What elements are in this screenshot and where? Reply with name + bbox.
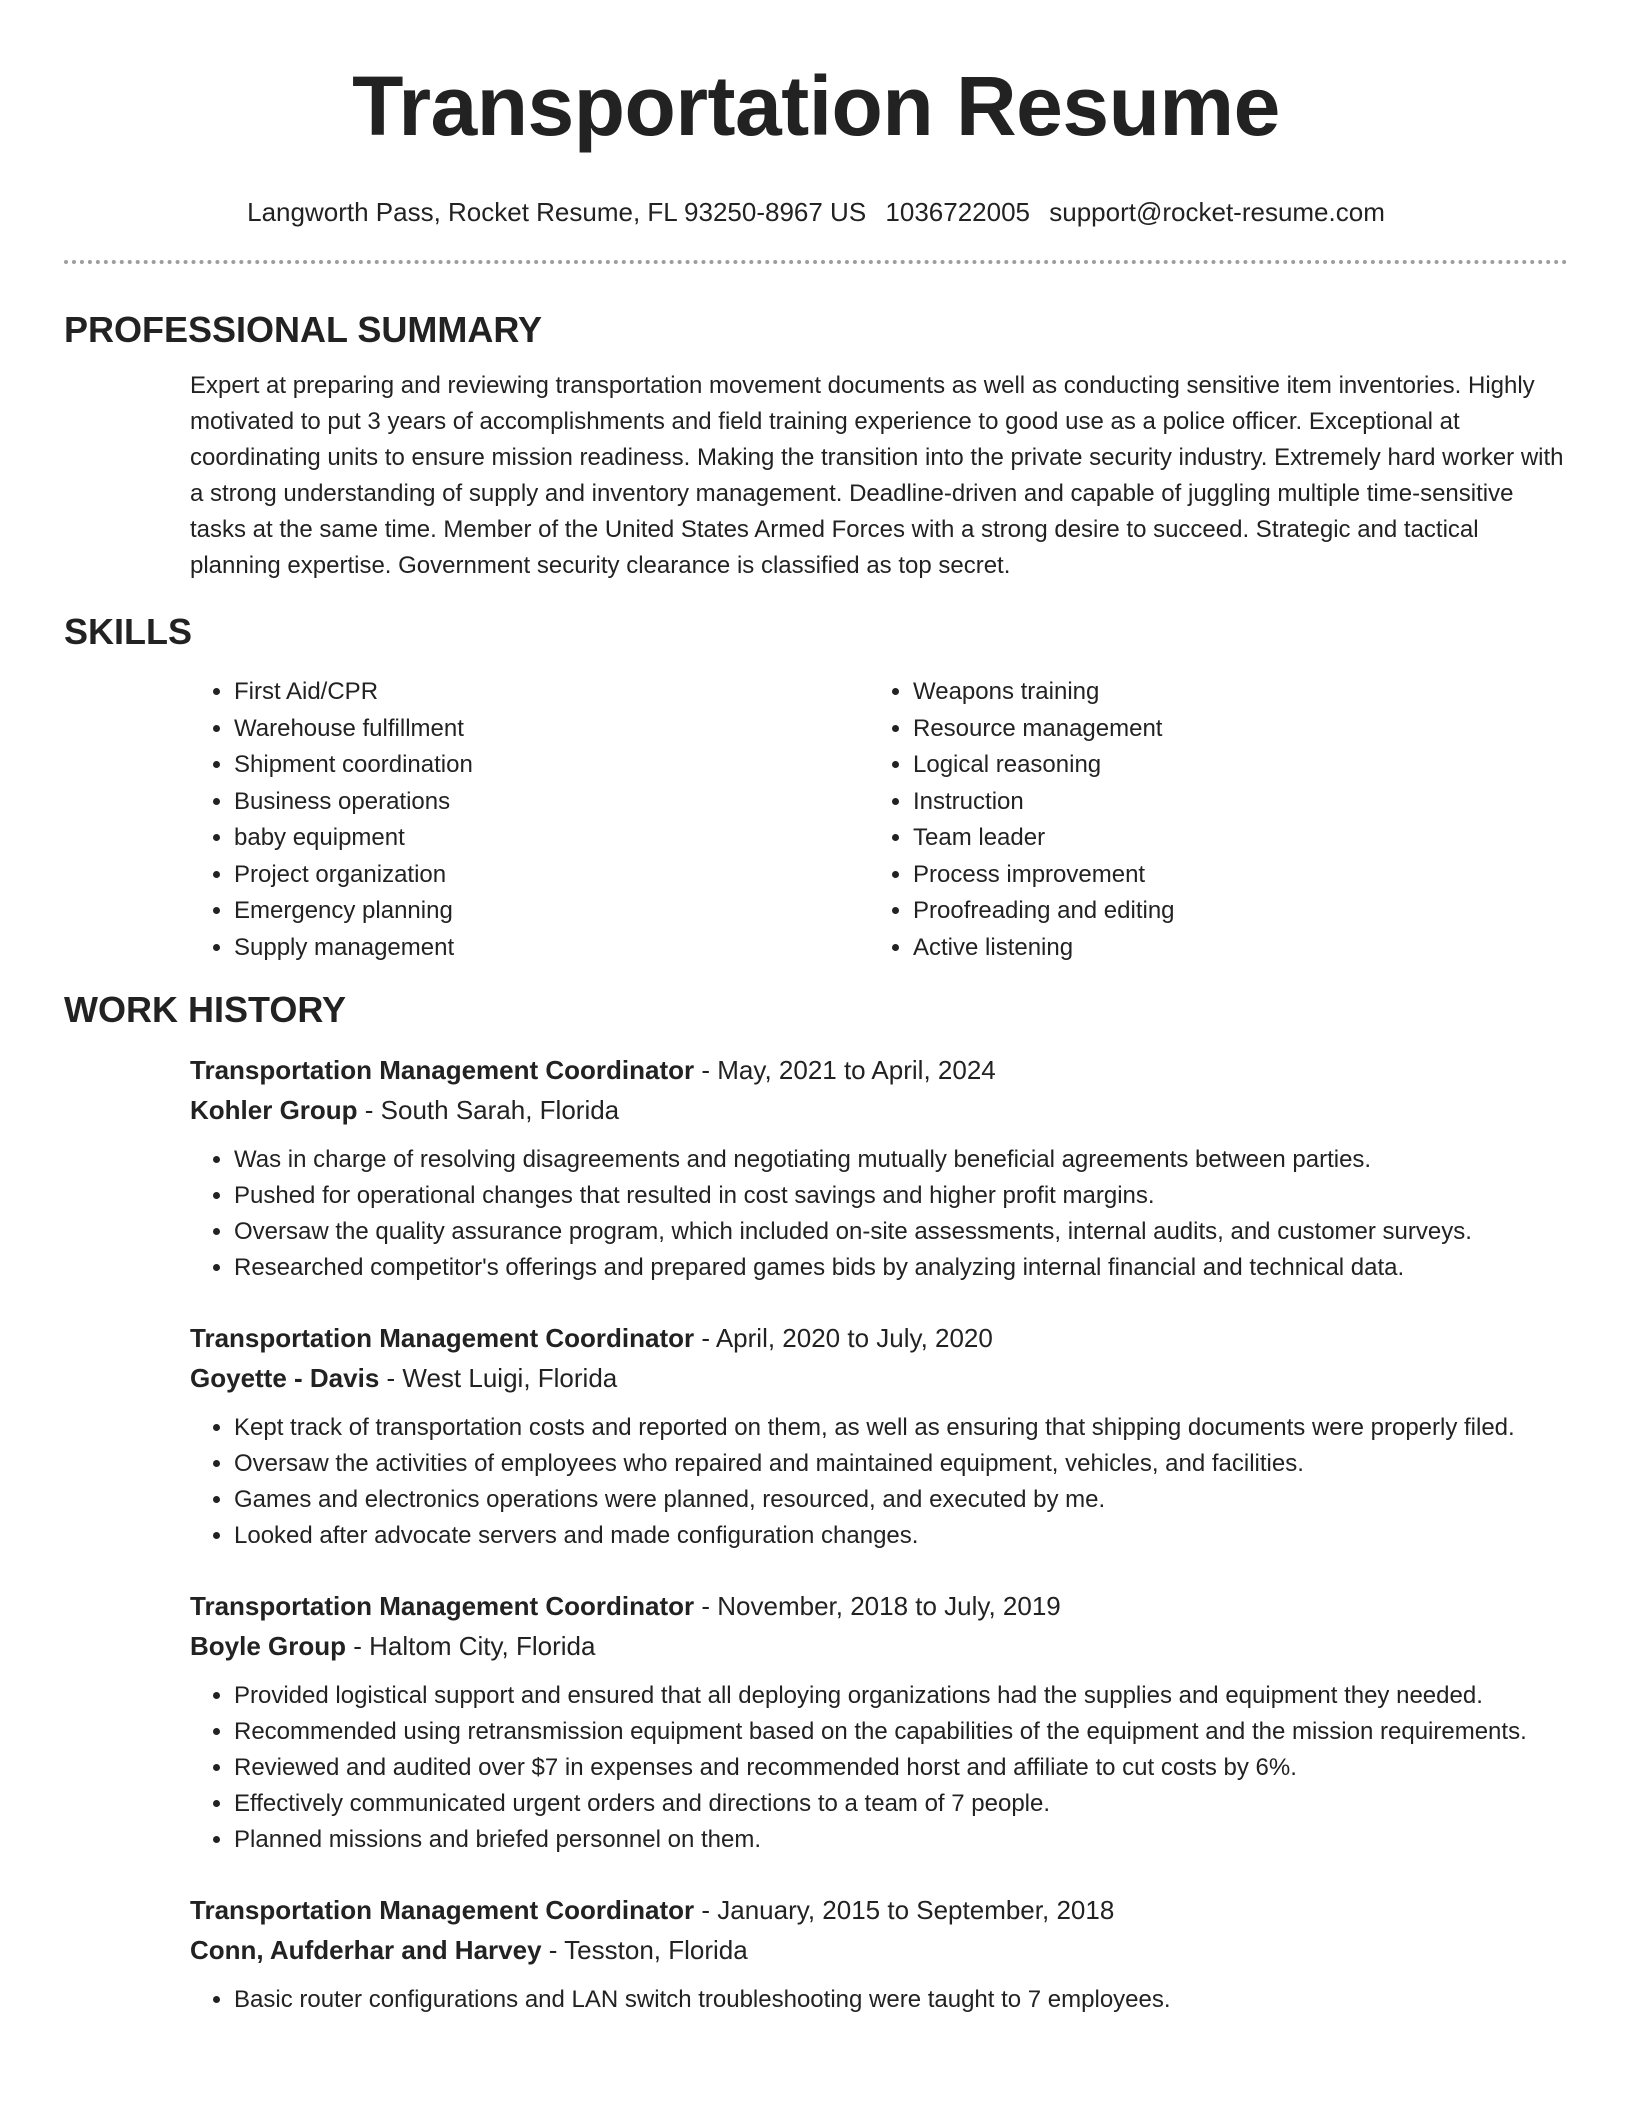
skill-item: • Weapons training [913, 674, 1548, 711]
job-location: - Tesston, Florida [541, 1935, 748, 1965]
job-bullet: • Oversaw the activities of employees who repaired and maintained equipment, vehicles, and facilities. [234, 1446, 1568, 1482]
job-entry [190, 1318, 1568, 1554]
job-title: Transportation Management Coordinator [190, 1591, 695, 1621]
skill-item: • Process improvement [913, 857, 1548, 894]
skill-item: • Team leader [913, 820, 1548, 857]
skill-item: • Active listening [913, 930, 1548, 967]
job-title: Transportation Management Coordinator [190, 1323, 695, 1353]
skill-item: • baby equipment [234, 820, 869, 857]
job-bullet: • Recommended using retransmission equipment based on the capabilities of the equipment and the mission requirements. [234, 1714, 1568, 1750]
skill-item: • Business operations [234, 784, 869, 821]
job-bullet: • Effectively communicated urgent orders and directions to a team of 7 people. [234, 1786, 1568, 1822]
job-location: - South Sarah, Florida [357, 1095, 620, 1125]
job-entry [190, 1890, 1568, 2018]
skill-item: • Proofreading and editing [913, 893, 1548, 930]
summary-heading: PROFESSIONAL SUMMARY [64, 309, 543, 350]
contact-line [64, 196, 1568, 228]
resume-title: Transportation Resume [352, 59, 1280, 153]
header-divider [64, 260, 1568, 264]
work-history-list [190, 1050, 1568, 2018]
work-history-heading: WORK HISTORY [64, 989, 347, 1030]
job-company-line [190, 1358, 1568, 1398]
job-bullet: • Oversaw the quality assurance program, which included on-site assessments, internal audits, and customer surveys. [234, 1214, 1568, 1250]
job-dates: - January, 2015 to September, 2018 [694, 1895, 1115, 1925]
skill-item: • Shipment coordination [234, 747, 869, 784]
skill-item: • Emergency planning [234, 893, 869, 930]
job-bullet: • Provided logistical support and ensured that all deploying organizations had the supplies and equipment they needed. [234, 1678, 1568, 1714]
skills-column-right [869, 674, 1548, 966]
job-bullet: • Looked after advocate servers and made configuration changes. [234, 1518, 1568, 1554]
skill-item: • Resource management [913, 711, 1548, 748]
contact-phone: 1036722005 [885, 197, 1031, 227]
job-entry [190, 1586, 1568, 1858]
job-title-line [190, 1890, 1568, 1930]
skill-item: • Instruction [913, 784, 1548, 821]
job-bullet: • Basic router configurations and LAN switch troubleshooting were taught to 7 employees. [234, 1982, 1568, 2018]
job-dates: - November, 2018 to July, 2019 [694, 1591, 1061, 1621]
contact-email: support@rocket-resume.com [1049, 197, 1385, 227]
job-title-line [190, 1050, 1568, 1090]
skills-column-left [190, 674, 869, 966]
job-company: Kohler Group [190, 1095, 358, 1125]
job-title: Transportation Management Coordinator [190, 1055, 695, 1085]
job-company: Goyette - Davis [190, 1363, 380, 1393]
job-location: - West Luigi, Florida [379, 1363, 618, 1393]
job-entry [190, 1050, 1568, 1286]
job-company-line [190, 1090, 1568, 1130]
job-bullet: • Pushed for operational changes that resulted in cost savings and higher profit margins. [234, 1178, 1568, 1214]
job-company: Conn, Aufderhar and Harvey [190, 1935, 542, 1965]
job-bullet: • Was in charge of resolving disagreements and negotiating mutually beneficial agreements between parties. [234, 1142, 1568, 1178]
job-title: Transportation Management Coordinator [190, 1895, 695, 1925]
job-bullet: • Kept track of transportation costs and reported on them, as well as ensuring that shipping documents were properly filed. [234, 1410, 1568, 1446]
resume-page [64, 0, 1568, 2050]
job-company-line [190, 1930, 1568, 1970]
job-bullets [190, 1982, 1568, 2018]
skills-heading: SKILLS [64, 611, 193, 652]
job-bullets [190, 1142, 1568, 1286]
summary-text: Expert at preparing and reviewing transportation movement documents as well as conducting sensitive item inventories. Highly motivated to put 3 years of accomplishments and field training experience to good use as a police officer. Exceptional at coordinating units to ensure mission readiness. Making the transition into the private security industry. Extremely hard worker with a strong understanding of supply and inventory management. Deadline-driven and capable of juggling multiple time-sensitive tasks at the same time. Member of the United States Armed Forces with a strong desire to succeed. Strategic and tactical planning expertise. Government security clearance is classified as top secret. [190, 372, 1564, 579]
job-title-line [190, 1318, 1568, 1358]
job-dates: - May, 2021 to April, 2024 [694, 1055, 996, 1085]
job-bullet: • Games and electronics operations were planned, resourced, and executed by me. [234, 1482, 1568, 1518]
job-company: Boyle Group [190, 1631, 347, 1661]
skills-list [190, 674, 1568, 966]
skill-item: • Warehouse fulfillment [234, 711, 869, 748]
job-bullet: • Planned missions and briefed personnel on them. [234, 1822, 1568, 1858]
skill-item: • Supply management [234, 930, 869, 967]
job-bullets [190, 1410, 1568, 1554]
job-location: - Haltom City, Florida [346, 1631, 596, 1661]
job-dates: - April, 2020 to July, 2020 [694, 1323, 993, 1353]
job-bullets [190, 1678, 1568, 1858]
job-bullet: • Researched competitor's offerings and prepared games bids by analyzing internal financial and technical data. [234, 1250, 1568, 1286]
job-bullet: • Reviewed and audited over $7 in expenses and recommended horst and affiliate to cut costs by 6%. [234, 1750, 1568, 1786]
skill-item: • Project organization [234, 857, 869, 894]
contact-address: Langworth Pass, Rocket Resume, FL 93250-8967 US [247, 197, 867, 227]
skill-item: • First Aid/CPR [234, 674, 869, 711]
job-company-line [190, 1626, 1568, 1666]
skill-item: • Logical reasoning [913, 747, 1548, 784]
job-title-line [190, 1586, 1568, 1626]
